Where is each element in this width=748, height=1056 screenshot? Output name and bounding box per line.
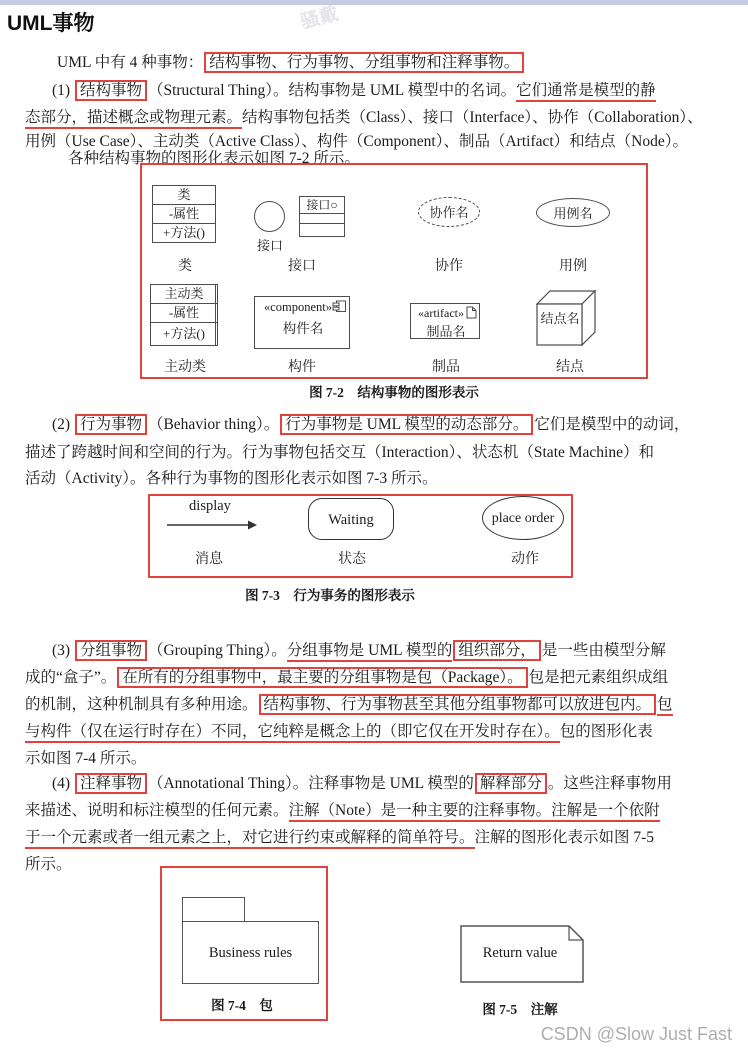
red-annotation-box: 在所有的分组事物中，最主要的分组事物是包（Package）。 [117, 667, 527, 688]
collaboration-ellipse [418, 197, 480, 227]
artifact-icon [466, 306, 477, 319]
interface-rect-row [299, 223, 345, 237]
text-line [25, 721, 653, 743]
red-annotation-underline: 态部分，描述概念或物理元素。 [25, 109, 242, 129]
state-name: Waiting [328, 512, 374, 528]
component-shape [254, 296, 350, 349]
text-segment: 注解的图形化表示如图 7-5 [474, 829, 655, 846]
artifact-stereotype: «artifact» [418, 306, 464, 320]
text-segment: 活动（Activity）。各种行为事物的图形化表示如图 7-3 所示。 [25, 470, 438, 487]
red-annotation-underline: 它们通常是模型的静 [516, 82, 656, 102]
red-annotation-box: 结构事物、行为事物、分组事物和注释事物。 [204, 52, 524, 73]
red-annotation-underline: 注解（Note）是一种主要的注释事物。注解是一个依附 [289, 802, 660, 822]
class-method: +方法() [152, 223, 216, 243]
text-line [52, 80, 656, 102]
text-line [25, 854, 72, 876]
message-label: 消息 [195, 552, 223, 567]
active-class-label: 主动类 [164, 360, 206, 375]
text-segment: (4) [52, 775, 74, 792]
red-annotation-box: 结构事物 [75, 80, 147, 101]
red-annotation-box: 解释部分 [475, 773, 547, 794]
collaboration-label: 协作 [435, 259, 463, 274]
text-line [25, 107, 703, 129]
message-arrow [166, 518, 258, 532]
active-class-title: 主动类 [150, 284, 218, 304]
text-line [25, 667, 668, 689]
figure-7-3-caption: 图 7-3 行为事务的图形表示 [245, 588, 415, 603]
interface-rect [299, 197, 345, 237]
component-label: 构件 [288, 360, 316, 375]
text-line [25, 468, 437, 490]
note-name: Return value [482, 945, 558, 961]
text-line [25, 748, 146, 770]
text-line [25, 827, 654, 849]
uml-class-shape [152, 186, 216, 243]
text-line [25, 442, 654, 464]
text-segment: 所示。 [25, 856, 72, 873]
text-segment: 结构事物包括类（Class）、接口（Interface）、协作（Collaboration）、 [242, 109, 703, 126]
package-name: Business rules [208, 945, 293, 961]
text-line [25, 694, 673, 716]
collaboration-name: 协作名 [429, 205, 469, 220]
component-name: 构件名 [282, 321, 324, 336]
action-ellipse [482, 496, 564, 540]
text-segment: (3) [52, 642, 74, 659]
text-segment: 成的“盒子”。 [25, 669, 117, 686]
text-segment: （Behavior thing）。 [147, 416, 280, 433]
artifact-shape [410, 303, 480, 339]
text-segment: UML 中有 4 种事物： [57, 54, 204, 71]
text-segment: 它们是模型中的动词， [534, 416, 690, 433]
text-segment: 是一些由模型分解 [541, 642, 666, 659]
page-title: UML事物 [7, 12, 95, 35]
red-annotation-box: 分组事物 [75, 640, 147, 661]
text-line [52, 773, 672, 795]
text-segment: 包的图形化表 [559, 723, 653, 740]
class-attribute: -属性 [152, 204, 216, 224]
red-annotation-underline: 分组事物是 UML 模型的 [287, 642, 453, 662]
text-segment: （Structural Thing）。结构事物是 UML 模型中的名词。 [147, 82, 517, 99]
component-stereotype: «component» [263, 300, 333, 314]
text-segment: 包是把元素组织成组 [528, 669, 669, 686]
red-annotation-box: 行为事物是 UML 模型的动态部分。 [280, 414, 533, 435]
red-annotation-box: 行为事物 [75, 414, 147, 435]
class-label: 类 [178, 259, 192, 274]
red-annotation-box: 组织部分， [453, 640, 541, 661]
red-annotation-underline: 包 [657, 696, 673, 716]
csdn-watermark: CSDN @Slow Just Fast [540, 1024, 732, 1044]
interface-circle-label: 接口 [256, 238, 283, 253]
class-title: 类 [152, 185, 216, 205]
text-segment: (1) [52, 82, 74, 99]
text-segment: 。这些注释事物用 [547, 775, 672, 792]
top-strip [0, 0, 748, 5]
text-line [25, 800, 660, 822]
node-label: 结点 [556, 360, 584, 375]
text-segment: (2) [52, 416, 74, 433]
usecase-name: 用例名 [553, 206, 593, 221]
text-line [52, 414, 689, 436]
top-watermark: 骚戴 [298, 3, 341, 34]
usecase-ellipse [536, 198, 610, 227]
message-name: display [189, 498, 231, 514]
interface-rect-title: 接口○ [299, 196, 345, 214]
text-segment: 各种结构事物的图形化表示如图 7-2 所示。 [68, 150, 360, 167]
active-class-shape [150, 285, 218, 346]
artifact-label: 制品 [432, 360, 460, 375]
node-name: 结点名 [540, 311, 580, 326]
figure-7-4 [160, 866, 328, 1021]
figure-7-4-caption: 图 7-4 包 [211, 998, 273, 1013]
interface-circle [254, 201, 285, 232]
text-segment: 用例（Use Case）、主动类（Active Class）、构件（Component）、制品（Artifact）和结点（Node）。 [25, 133, 688, 150]
interface-label: 接口 [288, 259, 316, 274]
package-tab [182, 897, 245, 922]
red-annotation-box: 结构事物、行为事物甚至其他分组事物都可以放进包内。 [259, 694, 657, 715]
red-annotation-underline: 与构件（仅在运行时存在）不同，它纯粹是概念上的（即它仅在开发时存在）。 [25, 723, 560, 743]
state-shape [308, 498, 394, 540]
state-label: 状态 [338, 552, 366, 567]
package-body [182, 921, 319, 984]
action-name: place order [491, 511, 555, 526]
active-class-method: +方法() [150, 322, 218, 346]
text-segment: 描述了跨越时间和空间的行为。行为事物包括交互（Interaction）、状态机（State Machine）和 [25, 444, 654, 461]
text-segment: 示如图 7-4 所示。 [25, 750, 147, 767]
component-icon [332, 300, 347, 313]
text-line [52, 640, 666, 662]
figure-7-3 [148, 494, 573, 578]
text-segment: （Grouping Thing）。 [147, 642, 287, 659]
figure-7-5-caption: 图 7-5 注解 [482, 1002, 558, 1017]
text-segment: 来描述、说明和标注模型的任何元素。 [25, 802, 289, 819]
figure-7-2-caption: 图 7-2 结构事物的图形表示 [309, 385, 479, 400]
action-label: 动作 [511, 552, 539, 567]
red-annotation-underline: 于一个元素或者一组元素之上，对它进行约束或解释的简单符号。 [25, 829, 475, 849]
artifact-name: 制品名 [426, 324, 466, 339]
figure-7-2 [140, 163, 648, 379]
text-segment: 的机制，这种机制具有多种用途。 [25, 696, 258, 713]
usecase-label: 用例 [559, 259, 587, 274]
red-annotation-box: 注释事物 [75, 773, 147, 794]
active-class-attribute: -属性 [150, 303, 218, 323]
text-segment: （Annotational Thing）。注释事物是 UML 模型的 [147, 775, 474, 792]
text-line [57, 52, 525, 74]
